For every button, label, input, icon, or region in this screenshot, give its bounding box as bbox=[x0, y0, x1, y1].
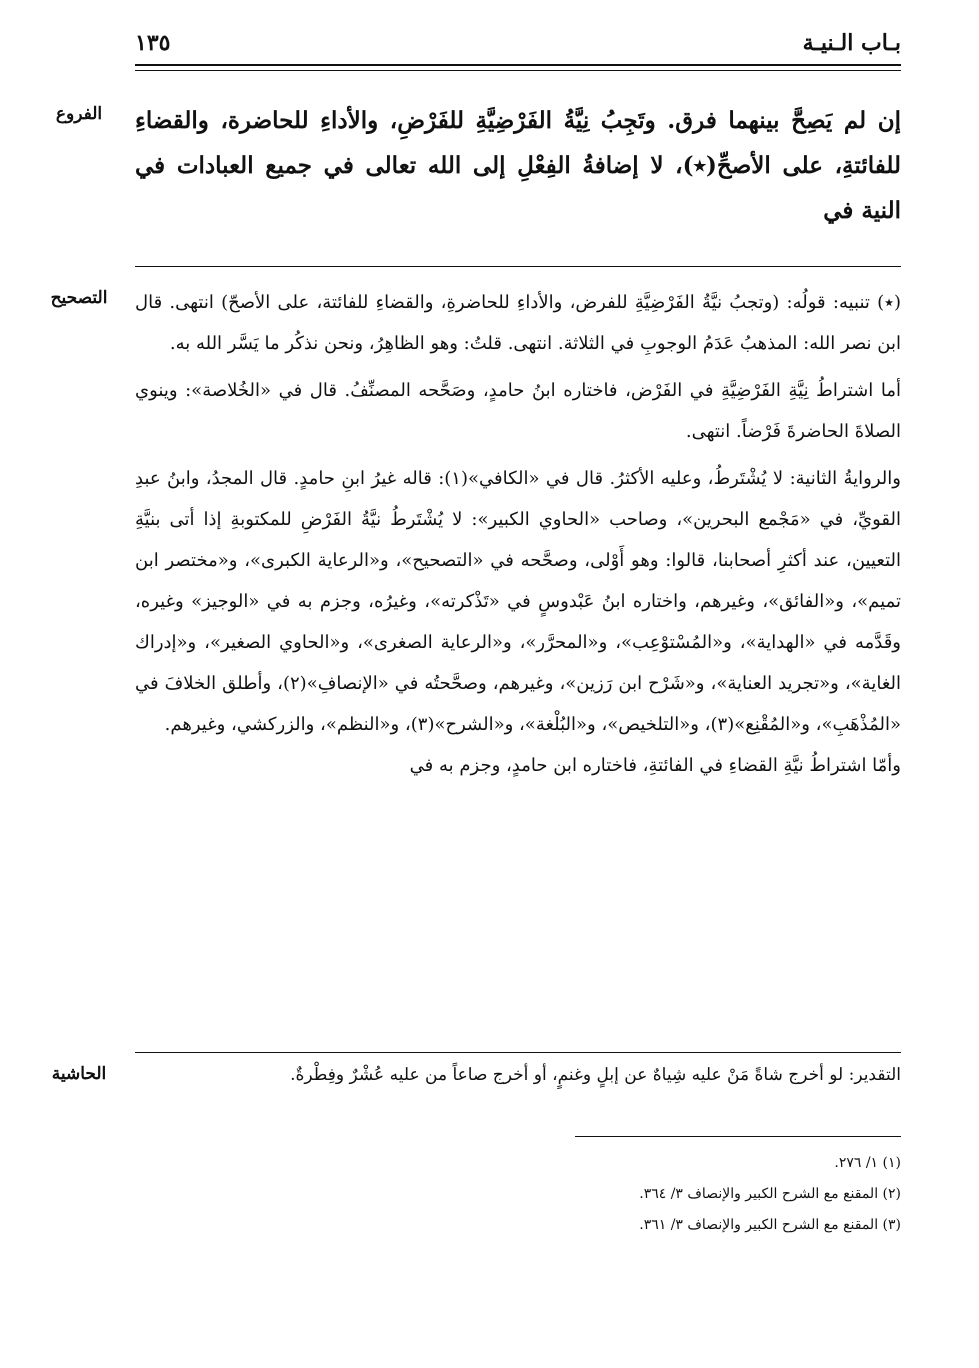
label-tashih: التصحيح bbox=[50, 288, 108, 308]
footnote-rule bbox=[575, 1136, 901, 1137]
footnote: (٣) المقنع مع الشرح الكبير والإنصاف ٣/ ٣٦١. bbox=[639, 1217, 901, 1233]
footnote: (١) ١/ ٢٧٦. bbox=[834, 1155, 901, 1171]
tashih-section bbox=[135, 282, 901, 786]
furu-section bbox=[135, 98, 901, 233]
label-furu: الفروع bbox=[55, 104, 103, 124]
footnote: (٢) المقنع مع الشرح الكبير والإنصاف ٣/ ٣٦٤. bbox=[639, 1186, 901, 1202]
page-number: ١٣٥ bbox=[135, 30, 171, 56]
page-header bbox=[135, 30, 901, 64]
label-hashiya: الحاشية bbox=[51, 1064, 107, 1084]
footnotes bbox=[450, 1148, 901, 1241]
tashih-paragraph: والروايةُ الثانية: لا يُشْتَرطُ، وعليه الأكثرُ. قال في «الكافي»(١): قاله غيرُ ابنِ حامدٍ. قال المجدُ، وابنُ عبدِ القويِّ، في «مَجْمع البحرين»، وصاحب «الحاوي الكبير»: لا يُشْتَرطُ نيَّةُ الفَرْضِ للمكتوبةِ إذا أتى بنيَّةِ التعيين، عند أكثرِ أصحابنا، قالوا: وهو أَوْلى، وصحَّحه في «التصحيح»، و«الرعاية الكبرى»، و«مختصر ابن تميم»، و«الفائق»، وغيرهم، واختاره ابنُ عَبْدوسٍ في «تَذْكرته»، وغيرُه، وجزم به في «الوجيز» وغيره، وقَدَّمه في «الهداية»، و«المُسْتوْعِب»، و«المحرَّر»، و«الرعاية الصغرى»، و«الحاوي الصغير»، و«إدراك الغاية»، و«تجريد العناية»، و«شَرْح ابن رَزين»، وغيرهم، وصحَّحتُه في «الإنصافِ»(٢)، وأطلق الخلافَ في «المُذْهَبِ»، و«المُقْنِع»(٣)، و«التلخيص»، و«البُلْغة»، و«الشرح»(٣)، و«النظم»، والزركشي، وغيرهم. bbox=[135, 468, 901, 735]
furu-text: إن لم يَصِحَّ بينهما فرق. وتَجِبُ نِيَّةُ الفَرْضِيَّةِ للفَرْضِ، والأداءِ للحاضرة، والقضاءِ للفائتةِ، على الأصحِّ(٭)، لا إضافةُ الفِعْلِ إلى الله تعالى في جميع العبادات في النية في bbox=[135, 107, 901, 224]
section-divider bbox=[135, 1052, 901, 1053]
running-title: بـاب الـنيـة bbox=[802, 30, 901, 56]
hashiya-section bbox=[135, 1060, 901, 1090]
tashih-paragraph: وأمّا اشتراطُ نيَّةِ القضاءِ في الفائتةِ، فاختاره ابن حامدٍ، وجزم به في bbox=[409, 755, 901, 776]
tashih-paragraph: أما اشتراطُ نِيَّةِ الفَرْضِيَّةِ في الفَرْض، فاختاره ابنُ حامدٍ، وصَحَّحه المصنِّفُ. قال في «الخُلاصة»: وينوي الصلاةَ الحاضرةَ فَرْضاً. انتهى. bbox=[135, 380, 901, 442]
tashih-paragraph: (٭) تنبيه: قولُه: (وتجبُ نيَّةُ الفَرْضِيَّةِ للفرض، والأداءِ للحاضرةِ، والقضاءِ للفائتة، على الأصحّ) انتهى. قال ابن نصر الله: المذهبُ عَدَمُ الوجوبِ في الثلاثة. انتهى. قلتُ: وهو الظاهِرُ، ونحن نذكُر ما يَسَّر الله به. bbox=[135, 292, 901, 354]
header-rule bbox=[135, 64, 901, 71]
hashiya-text: التقدير: لو أخرج شاةً مَنْ عليه شِياهٌ عن إبلٍ وغنمٍ، أو أخرج صاعاً من عليه عُشْرٌ وفِطْرةٌ. bbox=[290, 1065, 901, 1085]
section-divider bbox=[135, 266, 901, 267]
